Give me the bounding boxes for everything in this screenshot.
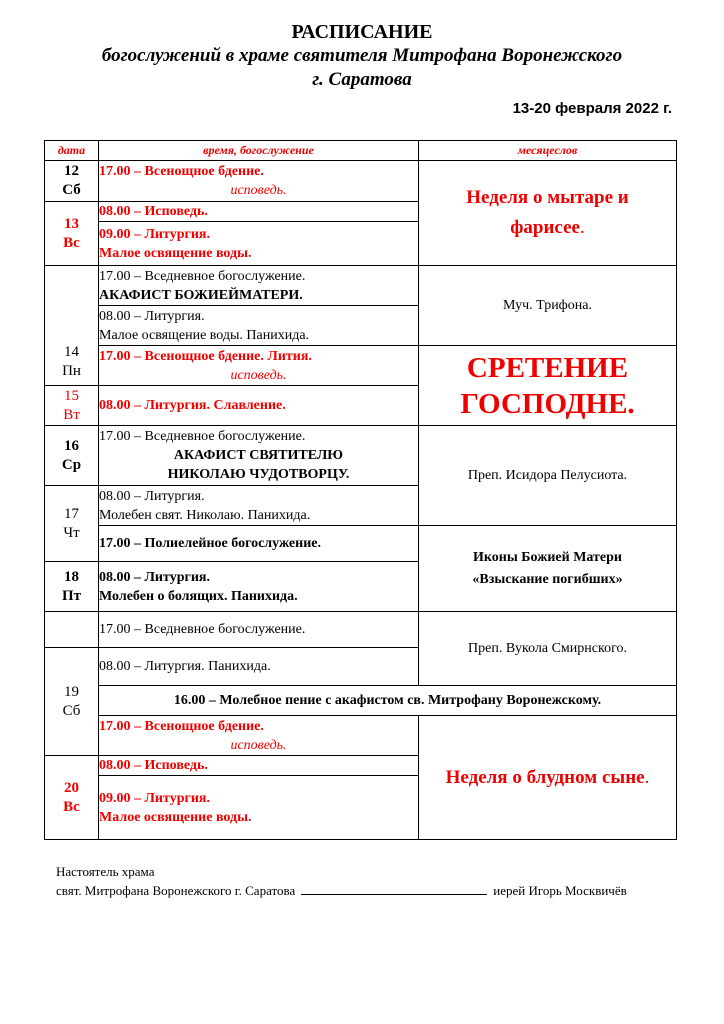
service-note: исповедь. (230, 183, 287, 198)
date-cell-18 (45, 562, 99, 612)
calendar-cell (419, 716, 677, 840)
service-cell (99, 346, 419, 386)
service-line: Малое освящение воды. (99, 809, 252, 825)
table-row (45, 686, 677, 716)
service-cell (99, 202, 419, 222)
date-number: 20 (64, 779, 79, 796)
date-weekday: Чт (63, 524, 80, 541)
service-line: НИКОЛАЮ ЧУДОТВОРЦУ. (167, 467, 350, 482)
service-cell (99, 222, 419, 266)
service-line: 08.00 – Исповедь. (99, 204, 208, 219)
table-row (45, 266, 677, 306)
calendar-text: СРЕТЕНИЕ (466, 351, 629, 384)
service-line: 17.00 – Вседневное богослужение. (99, 429, 306, 444)
date-cell-20 (45, 756, 99, 840)
schedule-table (44, 140, 677, 840)
table-row (45, 526, 677, 562)
footer-signer: иерей Игорь Москвичёв (493, 883, 627, 898)
service-line: 08.00 – Литургия. (99, 308, 205, 324)
footer-rector-title: Настоятель храма (56, 864, 155, 879)
date-weekday: Сб (62, 182, 81, 198)
subtitle-line-2: г. Саратова (312, 69, 412, 90)
service-line: Молебен о болящих. Панихида. (99, 588, 298, 604)
date-range: 13-20 февраля 2022 г. (512, 100, 672, 117)
service-line: 08.00 – Исповедь. (99, 758, 208, 773)
service-line: 08.00 – Литургия. Славление. (99, 398, 286, 413)
calendar-cell (419, 161, 677, 266)
date-number: 14 (64, 344, 79, 360)
date-weekday: Вс (63, 798, 80, 815)
calendar-cell (419, 346, 677, 426)
service-cell (99, 612, 419, 648)
table-header-row (45, 141, 677, 161)
calendar-cell: Преп. Вукола Смирнского. (419, 612, 677, 686)
table-row (45, 161, 677, 202)
service-cell (99, 486, 419, 526)
date-number: 13 (64, 215, 79, 232)
calendar-cell: Муч. Трифона. (419, 266, 677, 346)
date-number: 15 (64, 387, 79, 404)
date-cell-16 (45, 426, 99, 486)
service-line: 08.00 – Литургия. (99, 488, 205, 504)
service-cell (99, 648, 419, 686)
service-cell (99, 266, 419, 306)
footer (56, 862, 627, 900)
service-line: 17.00 – Всенощное бдение. Лития. (99, 348, 312, 364)
service-note: исповедь. (230, 737, 287, 753)
date-weekday: Вт (63, 406, 80, 423)
service-line: Молебен свят. Николаю. Панихида. (99, 507, 311, 523)
service-line: АКАФИСТ БОЖИЕЙМАТЕРИ. (99, 287, 303, 303)
service-line: 17.00 – Всенощное бдение. (99, 164, 264, 179)
service-line: 17.00 – Всенощное бдение. (99, 718, 264, 734)
service-line: 17.00 – Вседневное богослужение. (99, 622, 306, 637)
calendar-text: фарисее (510, 217, 580, 238)
date-number: 12 (64, 163, 79, 179)
date-weekday: Пн (62, 363, 81, 379)
table-row (45, 346, 677, 386)
service-line: АКАФИСТ СВЯТИТЕЛЮ (173, 448, 344, 463)
service-cell (99, 562, 419, 612)
signature-blank (301, 881, 487, 895)
service-cell-wide: 16.00 – Молебное пение с акафистом св. Митрофану Воронежскому. (99, 686, 677, 716)
service-line: 09.00 – Литургия. (99, 790, 210, 806)
date-cell-12 (45, 161, 99, 202)
page-subtitle (0, 44, 724, 92)
calendar-text: ГОСПОДНЕ. (460, 387, 635, 420)
service-cell (99, 756, 419, 776)
service-cell (99, 776, 419, 840)
table-row (45, 612, 677, 648)
footer-church-name: свят. Митрофана Воронежского г. Саратова (56, 883, 296, 898)
date-number: 18 (64, 568, 79, 585)
date-cell-14 (45, 266, 99, 386)
calendar-punct: . (579, 217, 585, 238)
service-cell (99, 386, 419, 426)
date-weekday: Сб (62, 702, 81, 719)
calendar-text: Неделя о блудном сыне (445, 766, 645, 788)
service-note: исповедь. (230, 367, 287, 383)
service-cell (99, 426, 419, 486)
date-cell-17 (45, 486, 99, 562)
page-title: РАСПИСАНИЕ (291, 21, 433, 43)
date-weekday: Вс (63, 234, 80, 251)
date-cell-13 (45, 202, 99, 266)
calendar-text: «Взыскание погибших» (472, 571, 623, 587)
date-number: 16 (64, 437, 79, 454)
service-cell (99, 161, 419, 202)
calendar-cell (419, 526, 677, 612)
service-line: 08.00 – Литургия. (99, 569, 210, 585)
column-header-service: время, богослужение (99, 141, 419, 161)
calendar-punct: . (644, 766, 650, 788)
column-header-date: дата (45, 141, 99, 161)
calendar-text-line-2 (419, 213, 676, 243)
calendar-text: Неделя о мытаре и (466, 187, 629, 208)
service-line: 09.00 – Литургия. (99, 226, 210, 242)
date-weekday: Ср (61, 456, 82, 473)
service-line: Малое освящение воды. Панихида. (99, 327, 310, 343)
date-cell-empty (45, 612, 99, 648)
service-line: Малое освящение воды. (99, 245, 252, 261)
date-number: 17 (64, 505, 79, 522)
date-cell-15 (45, 386, 99, 426)
service-cell (99, 306, 419, 346)
subtitle-line-1: богослужений в храме святителя Митрофана Воронежского (101, 45, 623, 66)
service-line: 17.00 – Полиелейное богослужение. (99, 536, 321, 551)
table-row (45, 426, 677, 486)
date-number: 19 (64, 683, 79, 700)
date-cell-19 (45, 648, 99, 756)
service-line: 08.00 – Литургия. Панихида. (99, 659, 271, 674)
column-header-calendar: месяцеслов (419, 141, 677, 161)
service-cell (99, 716, 419, 756)
table-row (45, 716, 677, 756)
service-cell (99, 526, 419, 562)
calendar-cell: Преп. Исидора Пелусиота. (419, 426, 677, 526)
service-line: 17.00 – Вседневное богослужение. (99, 268, 306, 284)
calendar-text: Иконы Божией Матери (473, 549, 622, 565)
date-weekday: Пт (61, 587, 82, 604)
footer-signature-line (56, 881, 627, 900)
